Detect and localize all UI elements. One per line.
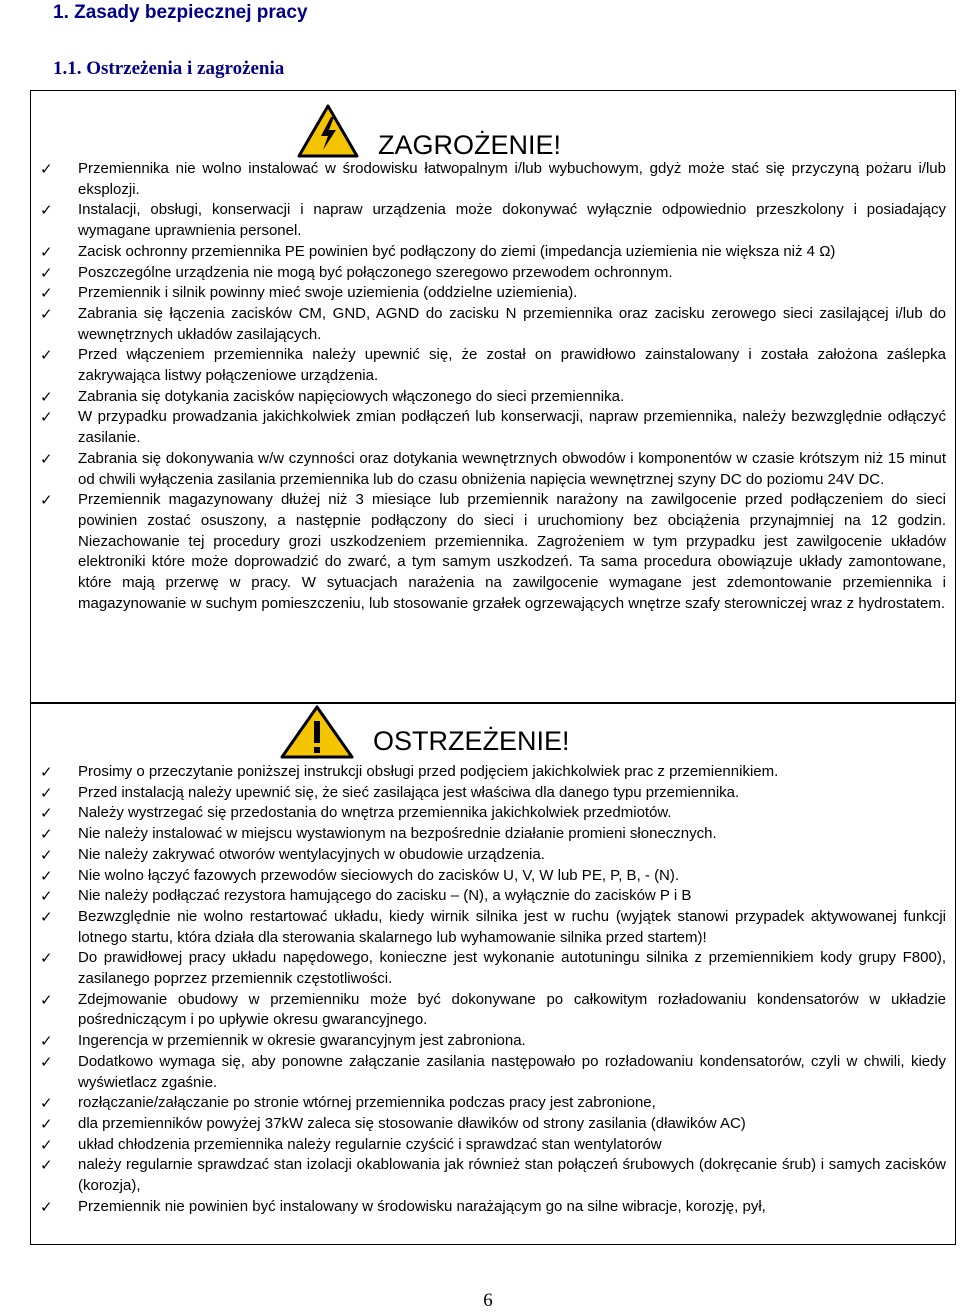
list-item-text: Przemiennik i silnik powinny mieć swoje uziemienia (oddzielne uziemienia).	[78, 284, 578, 302]
checkmark-icon: ✓	[40, 1114, 53, 1133]
list-item	[34, 263, 946, 284]
list-item	[34, 948, 946, 989]
list-item-text: Zabrania się łączenia zacisków CM, GND, AGND do zacisku N przemiennika oraz zacisku zerowego sieci zasilającej i/lub do wewnętrznych układów zasilających.	[78, 304, 946, 343]
exclamation-warning-icon	[279, 704, 355, 760]
list-item	[34, 1135, 946, 1156]
list-item	[34, 803, 946, 824]
checkmark-icon: ✓	[40, 990, 53, 1009]
list-item-text: Należy wystrzegać się przedostania do wnętrza przemiennika jakichkolwiek przedmiotów.	[78, 804, 672, 822]
checkmark-icon: ✓	[40, 346, 53, 365]
checkmark-icon: ✓	[40, 449, 53, 468]
checkmark-icon: ✓	[40, 408, 53, 427]
danger-title: ZAGROŻENIE!	[378, 130, 562, 160]
list-item	[34, 1052, 946, 1093]
list-item-text: Ingerencja w przemiennik w okresie gwarancyjnym jest zabroniona.	[78, 1032, 526, 1050]
list-item-text: Zacisk ochronny przemiennika PE powinien być podłączony do ziemi (impedancja uziemienia nie większa niż 4 Ω)	[78, 242, 836, 260]
list-item-text: Zabrania się dotykania zacisków napięciowych włączonego do sieci przemiennika.	[78, 387, 625, 405]
list-item-text: Zabrania się dokonywania w/w czynności oraz dotykania wewnętrznych obwodów i komponentów w czasie krótszym niż 15 minut od chwili wyłączenia zasilania przemiennika lub do czasu obniżenia napięcia wewnętrznej szyny DC do poziomu 24V DC.	[78, 449, 946, 488]
list-item	[34, 345, 946, 386]
checkmark-icon: ✓	[40, 304, 53, 323]
list-item	[34, 866, 946, 887]
list-item	[34, 824, 946, 845]
list-item-text: Poszczególne urządzenia nie mogą być połączonego szeregowo przewodem ochronnym.	[78, 263, 673, 281]
list-item-text: Przemiennik magazynowany dłużej niż 3 miesiące lub przemiennik narażony na zawilgocenie przed podłączeniem do sieci powinien zostać osuszony, a następnie podłączony do sieci i uruchomiony bez obciążenia przynajmniej na 12 godzin. Niezachowanie tej procedury grozi uszkodzeniem przemiennika. Zagrożeniem w tym przypadku jest zawilgocenie układów elektroniki które może doprowadzić do zwarć, a tym samym uszkodzeń. Ta sama procedura obowiązuje układy zamontowane, które mają przerwę w pracy. W sytuacjach narażenia na zawilgocenie wymagane jest zdemontowanie przemiennika i magazynowanie w suchym pomieszczeniu, lub stosowanie grzałek ogrzewających wnętrze szafy sterowniczej wraz z hydrostatem.	[78, 491, 946, 612]
list-item-text: Nie wolno łączyć fazowych przewodów sieciowych do zacisków U, V, W lub PE, P, B, - (N).	[78, 866, 680, 884]
checkmark-icon: ✓	[40, 284, 53, 303]
list-item-text: Przed włączeniem przemiennika należy upewnić się, że został on prawidłowo zainstalowany i została założona zaślepka zakrywająca listwy połączeniowe urządzenia.	[78, 346, 946, 385]
list-item-text: układ chłodzenia przemiennika należy regularnie czyścić i sprawdzać stan wentylatorów	[78, 1135, 662, 1153]
list-item	[34, 762, 946, 783]
list-item-text: Nie należy podłączać rezystora hamującego do zacisku – (N), a wyłącznie do zacisków P i B	[78, 887, 692, 905]
checkmark-icon: ✓	[40, 825, 53, 844]
checkmark-icon: ✓	[40, 763, 53, 781]
list-item-text: Bezwzględnie nie wolno restartować układu, kiedy wirnik silnika jest w ruchu (wyjątek stanowi przypadek aktywowanej funkcji lotnego startu, która działa dla sterowania skalarnego lub wyhamowanie silnika przed startem)!	[78, 907, 946, 946]
section-heading: 1. Zasady bezpiecznej pracy	[53, 2, 308, 23]
subsection-heading: 1.1. Ostrzeżenia i zagrożenia	[53, 58, 285, 79]
checkmark-icon: ✓	[40, 1156, 53, 1175]
list-item	[34, 200, 946, 241]
list-item	[34, 490, 946, 614]
checkmark-icon: ✓	[40, 263, 53, 282]
checkmark-icon: ✓	[40, 242, 53, 261]
list-item-text: rozłączanie/załączanie po stronie wtórnej przemiennika podczas pracy jest zabronione,	[78, 1094, 656, 1112]
list-item	[34, 990, 946, 1031]
list-item	[34, 907, 946, 948]
list-item	[34, 159, 946, 200]
list-item	[34, 387, 946, 408]
list-item-text: Zdejmowanie obudowy w przemienniku może być dokonywane po całkowitym rozładowaniu kondensatorów w układzie pośredniczącym i po upływie okresu gwarancyjnego.	[78, 990, 946, 1029]
list-item	[34, 1031, 946, 1052]
checkmark-icon: ✓	[40, 845, 53, 864]
list-item-text: Nie należy zakrywać otworów wentylacyjnych w obudowie urządzenia.	[78, 845, 545, 863]
list-item-text: Przemiennika nie wolno instalować w środowisku łatwopalnym i/lub wybuchowym, gdyż może stać się przyczyną pożaru i/lub eksplozji.	[78, 160, 946, 198]
page-number: 6	[483, 1290, 493, 1311]
list-item-text: Prosimy o przeczytanie poniższej instrukcji obsługi przed podjęciem jakichkolwiek prac z przemiennikiem.	[78, 763, 779, 780]
checkmark-icon: ✓	[40, 1052, 53, 1071]
warning-banner	[279, 704, 570, 760]
list-item-text: Przed instalacją należy upewnić się, że sieć zasilająca jest właściwa dla danego typu przemiennika.	[78, 783, 740, 801]
checkmark-icon: ✓	[40, 866, 53, 885]
checkmark-icon: ✓	[40, 1135, 53, 1154]
list-item-text: Nie należy instalować w miejscu wystawionym na bezpośrednie działanie promieni słonecznych.	[78, 825, 717, 843]
checkmark-icon: ✓	[40, 1032, 53, 1051]
danger-banner	[296, 100, 561, 161]
checkmark-icon: ✓	[40, 804, 53, 823]
list-item-text: Dodatkowo wymaga się, aby ponowne załączanie zasilania następowało po rozładowaniu kondensatorów, czyli w chwili, kiedy wyświetlacz zgaśnie.	[78, 1052, 946, 1091]
checkmark-icon: ✓	[40, 949, 53, 968]
checkmark-icon: ✓	[40, 201, 53, 220]
list-item	[34, 1155, 946, 1196]
checkmark-icon: ✓	[40, 491, 53, 510]
checkmark-icon: ✓	[40, 160, 53, 178]
list-item	[34, 1114, 946, 1135]
list-item	[34, 886, 946, 907]
list-item-text: Do prawidłowej pracy układu napędowego, konieczne jest wykonanie autotuningu silnika z przemiennikiem kody grupy F800), zasilanego poprzez przemiennik częstotliwości.	[78, 949, 946, 988]
danger-list	[34, 159, 946, 614]
list-item	[34, 304, 946, 345]
list-item-text: Instalacji, obsługi, konserwacji i napraw urządzenia może dokonywać wyłącznie odpowiednio przeszkolony i posiadający wymagane uprawnienia personel.	[78, 201, 946, 240]
high-voltage-warning-icon	[296, 103, 360, 159]
warning-title: OSTRZEŻENIE!	[373, 725, 570, 756]
checkmark-icon: ✓	[40, 907, 53, 926]
list-item	[34, 242, 946, 263]
checkmark-icon: ✓	[40, 1094, 53, 1113]
list-item	[34, 449, 946, 490]
checkmark-icon: ✓	[40, 387, 53, 406]
list-item-text: Przemiennik nie powinien być instalowany w środowisku narażającym go na silne wibracje, korozję, pył,	[78, 1197, 766, 1215]
list-item	[34, 407, 946, 448]
list-item	[34, 1197, 946, 1218]
checkmark-icon: ✓	[40, 783, 53, 802]
checkmark-icon: ✓	[40, 887, 53, 906]
list-item	[34, 845, 946, 866]
list-item	[34, 783, 946, 804]
list-item	[34, 1093, 946, 1114]
list-item-text: W przypadku prowadzania jakichkolwiek zmian podłączeń lub konserwacji, napraw przemiennika, należy bezwzględnie odłączyć zasilanie.	[78, 408, 946, 447]
list-item-text: należy regularnie sprawdzać stan izolacji okablowania jak również stan połączeń śrubowych (dokręcanie śrub) i samych zacisków (korozja),	[78, 1156, 946, 1195]
warning-list	[34, 762, 946, 1217]
list-item	[34, 283, 946, 304]
list-item-text: dla przemienników powyżej 37kW zaleca się stosowanie dławików od strony zasilania (dławików AC)	[78, 1114, 746, 1132]
checkmark-icon: ✓	[40, 1197, 53, 1216]
